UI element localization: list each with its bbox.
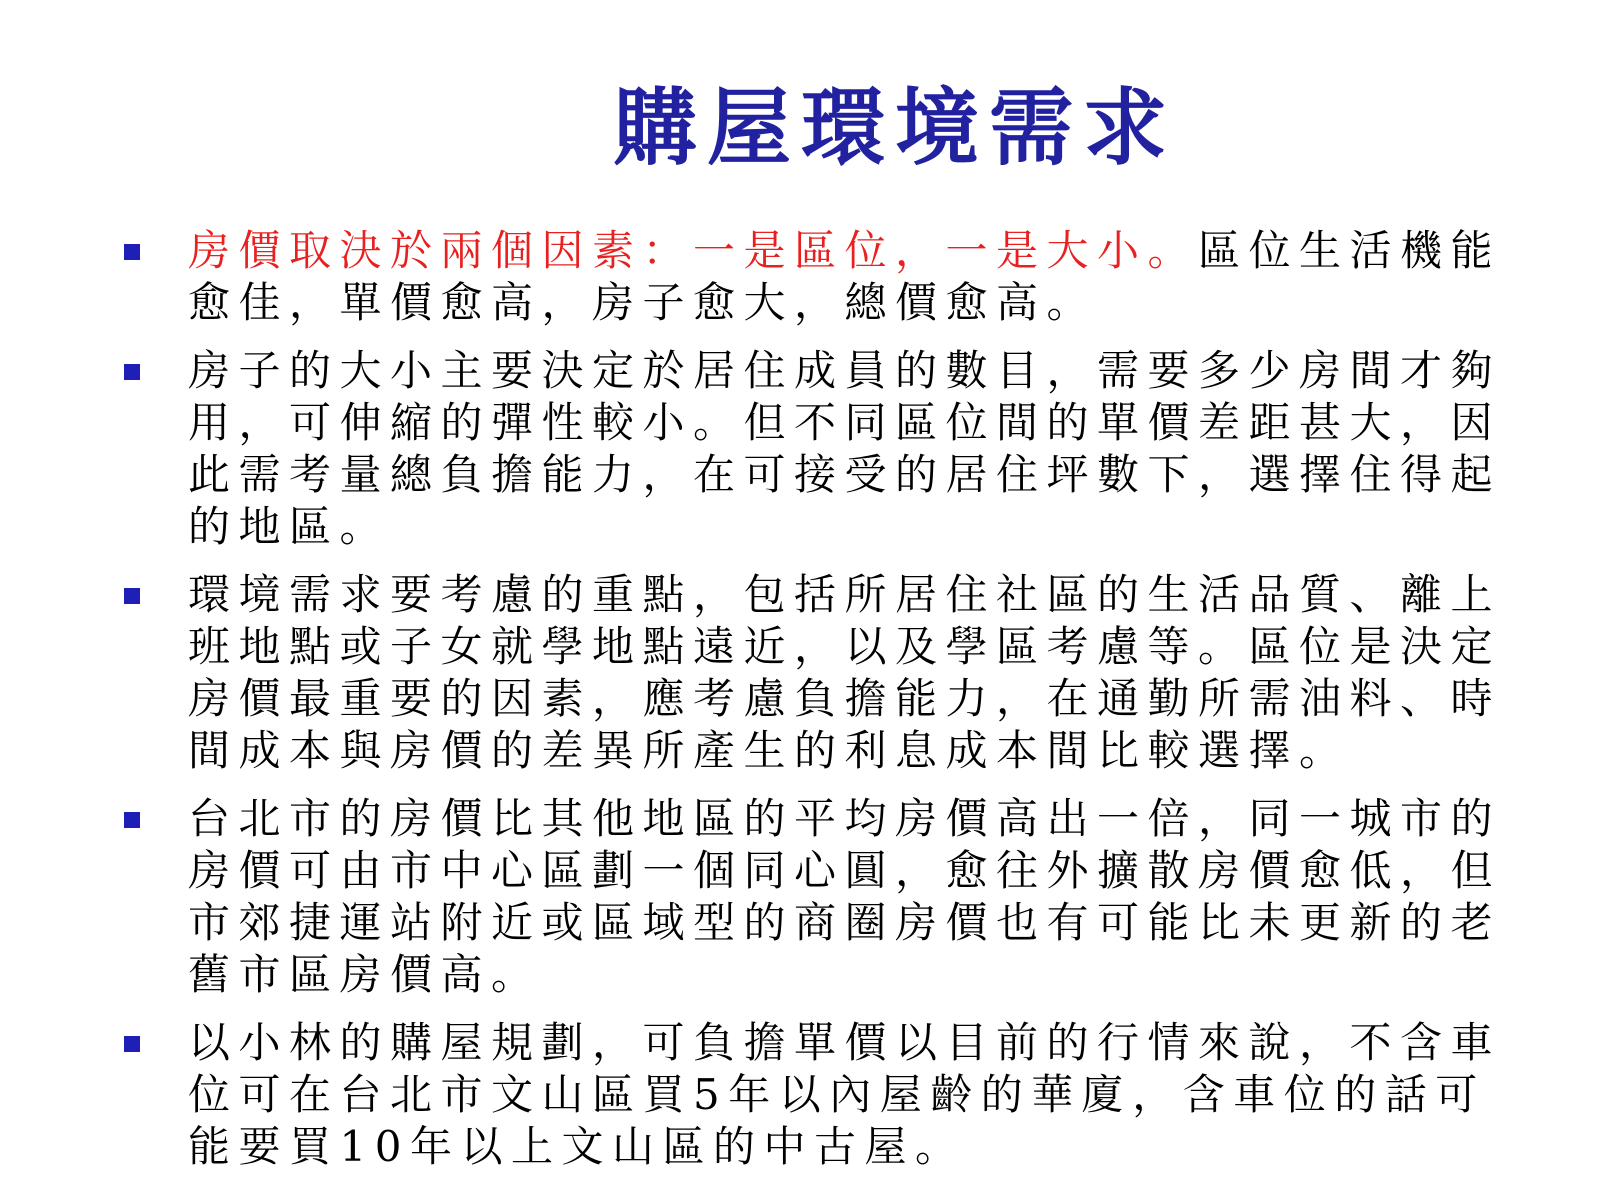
bullet-square-icon <box>124 588 140 604</box>
bullet-text: 台北市的房價比其他地區的平均房價高出一倍，同一城市的房價可由市中心區劃一個同心圓，愈往外擴散房價愈低，但市郊捷運站附近或區域型的商圈房價也有可能比未更新的老舊市區房價高。 <box>188 794 1502 999</box>
bullet-text: 區位生活機能愈佳，單價愈高，房子愈大，總價愈高。 <box>188 226 1502 327</box>
bullet-highlight-text: 房價取決於兩個因素：一是區位，一是大小。 <box>188 226 1199 275</box>
bullet-text: 環境需求要考慮的重點，包括所居住社區的生活品質、離上班地點或子女就學地點遠近，以及學區考慮等。區位是決定房價最重要的因素，應考慮負擔能力，在通勤所需油料、時間成本與房價的差異所產生的利息成本間比較選擇。 <box>188 570 1502 775</box>
bullet-text: 以小林的購屋規劃，可負擔單價以目前的行情來說，不含車位可在台北市文山區買5年以內屋齡的華廈，含車位的話可能要買10年以上文山區的中古屋。 <box>188 1018 1502 1171</box>
bullet-square-icon <box>124 244 140 260</box>
bullet-item <box>0 569 1518 777</box>
bullet-square-icon <box>124 364 140 380</box>
bullet-list <box>0 225 1600 1189</box>
bullet-item <box>0 1017 1518 1173</box>
bullet-item <box>0 793 1518 1001</box>
bullet-square-icon <box>124 1036 140 1052</box>
bullet-text: 房子的大小主要決定於居住成員的數目，需要多少房間才夠用，可伸縮的彈性較小。但不同區位間的單價差距甚大，因此需考量總負擔能力，在可接受的居住坪數下，選擇住得起的地區。 <box>188 346 1502 551</box>
bullet-item <box>0 225 1518 329</box>
slide-title: 購屋環境需求 <box>612 78 1177 177</box>
bullet-square-icon <box>124 812 140 828</box>
bullet-item <box>0 345 1518 553</box>
